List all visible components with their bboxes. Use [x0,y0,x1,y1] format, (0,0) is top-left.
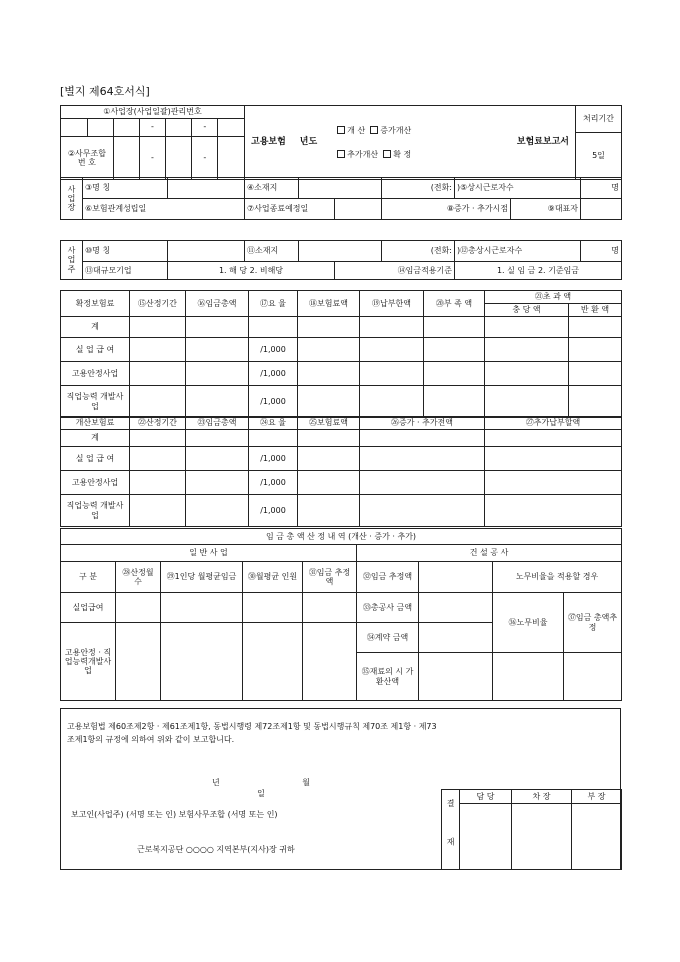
col-shortage: ⑳부 족 액 [424,291,485,317]
form-title-prefix: 고용보험 [251,137,286,148]
cell[interactable] [186,447,249,471]
employer-name-value[interactable] [168,241,245,262]
mgmt-digit[interactable] [166,118,192,136]
col-wage-total: ㉓임금총액 [186,417,249,430]
approval-head: 부 장 [572,790,622,804]
checkbox-increase[interactable] [370,126,378,134]
office-dash: - [192,136,218,179]
approval-sign-deputy[interactable] [512,804,572,870]
business-phone-label: (전화: [382,178,455,199]
cell[interactable] [485,362,569,386]
business-name-label: ③명 칭 [83,178,168,199]
rate-unit: /1,000 [249,338,298,362]
col-premium: ㉕보험료액 [298,417,360,430]
cell[interactable] [303,623,357,701]
cell[interactable] [303,593,357,623]
option-calc-label: 개 산 [347,126,366,136]
form-number: [별지 제64호서식] [60,85,150,98]
representative-label: ⑨대표자 [511,199,581,220]
form-title-year: 년도 [299,137,318,148]
cell[interactable] [298,495,360,527]
col-excess: ㉑초 과 액 [485,291,622,304]
option-add-label: 추가개산 [347,149,379,159]
employer-block [60,240,621,280]
representative-value[interactable] [581,199,622,220]
cell[interactable] [564,653,622,701]
mgmt-dash: - [192,118,218,136]
management-number-cell [61,106,245,180]
processing-period-label: 처리기간 [576,106,621,132]
cell[interactable] [485,338,569,362]
cell[interactable] [360,430,485,447]
row-employment-stability-label: 고용안정사업 [61,362,130,386]
business-site-side-label: 사 업 장 [61,178,83,220]
row-employment-stability-label: 고용안정사업 [61,471,130,495]
form-title-cell [245,106,576,180]
cell[interactable] [130,495,186,527]
total-construction-amount-label: ㉝총공사 금액 [357,593,419,623]
row-unemployment-label: 실업급여 [61,593,116,623]
col-increase-before: ㉖증가 · 추가전액 [360,417,485,430]
rate-unit: /1,000 [249,386,298,418]
employer-staff-unit: 명 [581,241,622,262]
row-total-label: 계 [61,430,130,447]
mgmt-digit[interactable] [113,118,139,136]
row-total-label: 계 [61,317,130,338]
recipient-line: 근로복지공단 ○○○○ 지역본부(지사)장 귀하 [137,845,295,854]
business-name-value[interactable] [168,178,245,199]
wage-breakdown-table [60,528,621,701]
business-address-label: ④소재지 [245,178,299,199]
cell[interactable] [485,317,569,338]
checkbox-calc[interactable] [337,126,345,134]
cell[interactable] [116,593,161,623]
cell[interactable] [130,447,186,471]
col-refund: 반 환 액 [569,304,622,317]
option-increase-label: 증가개산 [380,126,412,136]
increase-time-label: ⑧증가 · 추가시점 [382,199,511,220]
cell[interactable] [161,623,243,701]
cell[interactable] [130,317,186,338]
months-header: ㉘산정월 수 [116,562,161,593]
confirmed-premium-table [60,290,621,418]
col-premium: ⑱보험료액 [298,291,360,317]
employer-staff-label: )⑫총상시근로자수 [455,241,581,262]
construction-header: 건 설 공 사 [357,545,622,562]
relation-date-label: ⑥보험관계성립일 [83,199,245,220]
declaration-block [60,708,621,870]
approval-label: 결 재 [442,790,460,870]
contract-amount-label: ㉞계약 금액 [357,623,419,653]
cell[interactable] [298,317,360,338]
col-period: ⑮산정기간 [130,291,186,317]
material-price-label: ㉟재료의 시 가 환산액 [357,653,419,701]
construction-wage-estimate-header: ㉜임금 추정액 [357,562,419,593]
rate-unit: /1,000 [249,471,298,495]
cell[interactable] [298,338,360,362]
wage-total-estimate-label: ㊲임금 총액추정 [564,593,622,653]
row-unemployment-label: 실 업 급 여 [61,447,130,471]
wage-breakdown-title: 임 금 총 액 산 정 내 역 (개산 · 증가 · 추가) [61,529,622,545]
estimated-premium-table [60,416,621,527]
avg-wage-header: ㉙1인당 월평균임금 [161,562,243,593]
mgmt-dash: - [139,118,165,136]
option-confirm-label: 확 정 [393,149,412,159]
cell[interactable] [243,623,303,701]
avg-staff-header: ㉚월평균 인원 [243,562,303,593]
mgmt-digit[interactable] [218,118,244,136]
cell[interactable] [485,386,569,418]
row-stability-vocational-label: 고용안정 · 직업능력개발사 업 [61,623,116,701]
business-address-value[interactable] [299,178,382,199]
business-site-block [60,177,621,220]
cell[interactable] [186,495,249,527]
labor-ratio-case-header: 노무비율을 적용할 경우 [493,562,622,593]
cell[interactable] [186,430,249,447]
cell[interactable] [569,317,622,338]
end-date-value[interactable] [335,199,382,220]
cell[interactable] [485,447,622,471]
large-company-label: ⑬대규모기업 [83,262,168,280]
approval-box [441,789,621,870]
cell[interactable] [130,338,186,362]
cell[interactable] [424,317,485,338]
cell[interactable] [360,386,424,418]
cell[interactable] [485,495,622,527]
cell[interactable] [161,593,243,623]
cell[interactable] [360,317,424,338]
cell[interactable] [493,653,564,701]
mgmt-digit[interactable] [87,118,113,136]
cell[interactable] [298,430,360,447]
cell[interactable] [186,317,249,338]
processing-period-value: 5일 [592,151,605,161]
cell[interactable] [249,430,298,447]
confirmed-header: 확정보험료 [61,291,130,317]
cell[interactable] [186,471,249,495]
rate-unit: /1,000 [249,362,298,386]
checkbox-add[interactable] [337,150,345,158]
employer-address-value[interactable] [299,241,382,262]
cell[interactable] [298,386,360,418]
office-number-label: ②사무조합 번 호 [61,136,113,179]
cell[interactable] [360,447,485,471]
office-digit[interactable] [218,136,244,179]
approval-deputy: 차 장 [512,790,572,804]
office-digit[interactable] [113,136,139,179]
form-header-block [60,105,621,180]
cell[interactable] [249,317,298,338]
cell[interactable] [186,338,249,362]
row-vocational-label: 직업능력 개발사업 [61,495,130,527]
col-rate: ⑰요 율 [249,291,298,317]
cell[interactable] [186,362,249,386]
management-number-label: ①사업장(사업일괄)관리번호 [61,106,244,118]
labor-ratio-label: ㊱노무비율 [493,593,564,653]
col-allocated: 충 당 액 [485,304,569,317]
cell[interactable] [419,593,493,623]
cell[interactable] [360,471,485,495]
cell[interactable] [419,623,493,653]
reporter-line: 보고인(사업주) (서명 또는 인) 보험사무조합 (서명 또는 인) [71,810,278,819]
wage-estimate-header: ㉛임금 추정액 [303,562,357,593]
cell[interactable] [298,362,360,386]
col-wage-total: ⑯임금총액 [186,291,249,317]
cell[interactable] [298,447,360,471]
cell[interactable] [424,386,485,418]
cell[interactable] [485,430,622,447]
business-staff-label: )⑤상시근로자수 [455,178,581,199]
cell[interactable] [243,593,303,623]
cell[interactable] [130,471,186,495]
checkbox-confirm[interactable] [383,150,391,158]
cell[interactable] [116,623,161,701]
business-staff-unit: 명 [581,178,622,199]
cell[interactable] [298,471,360,495]
wage-standard-options[interactable]: 1. 실 임 금 2. 기준임금 [455,262,622,280]
cell[interactable] [360,338,424,362]
processing-period-cell [576,106,622,180]
cell[interactable] [130,430,186,447]
cell[interactable] [569,338,622,362]
cell[interactable] [360,495,485,527]
employer-phone-label: (전화: [382,241,455,262]
wage-standard-label: ⑭임금적용기준 [335,262,455,280]
row-unemployment-label: 실 업 급 여 [61,338,130,362]
row-vocational-label: 직업능력 개발사업 [61,386,130,418]
declaration-date: 년 월 일 [212,778,350,798]
col-additional-payment: ㉗추가납부할액 [485,417,622,430]
col-rate: ㉔요 율 [249,417,298,430]
classify-header: 구 분 [61,562,116,593]
cell[interactable] [485,471,622,495]
cell[interactable] [419,562,493,593]
cell[interactable] [424,338,485,362]
cell[interactable] [186,386,249,418]
cell[interactable] [130,386,186,418]
employer-address-label: ⑪소재지 [245,241,299,262]
rate-unit: /1,000 [249,495,298,527]
col-paid: ⑲납부한액 [360,291,424,317]
general-business-header: 일 반 사 업 [61,545,357,562]
cell[interactable] [419,653,493,701]
cell[interactable] [360,362,424,386]
cell[interactable] [424,362,485,386]
form-title-suffix: 보험료보고서 [516,137,569,148]
estimate-header: 개산보험료 [61,417,130,430]
col-period: ㉒산정기간 [130,417,186,430]
approval-sign-staff[interactable] [460,804,512,870]
employer-side-label: 사 업 주 [61,241,83,280]
large-company-options[interactable]: 1. 해 당 2. 비해당 [168,262,335,280]
mgmt-digit[interactable] [61,118,87,136]
approval-sign-head[interactable] [572,804,622,870]
office-dash: - [139,136,165,179]
cell[interactable] [130,362,186,386]
office-digit[interactable] [166,136,192,179]
end-date-label: ⑦사업종료예정일 [245,199,335,220]
approval-staff: 담 당 [460,790,512,804]
rate-unit: /1,000 [249,447,298,471]
employer-name-label: ⑩명 칭 [83,241,168,262]
cell[interactable] [569,386,622,418]
cell[interactable] [569,362,622,386]
declaration-statement: 고용보험법 제60조제2항 · 제61조제1항, 동법시행령 제72조제1항 및 동법시행규칙 제70조 제1항 · 제73조제1항의 규정에 의하여 위와 같이 보고합니다. [67,722,437,744]
